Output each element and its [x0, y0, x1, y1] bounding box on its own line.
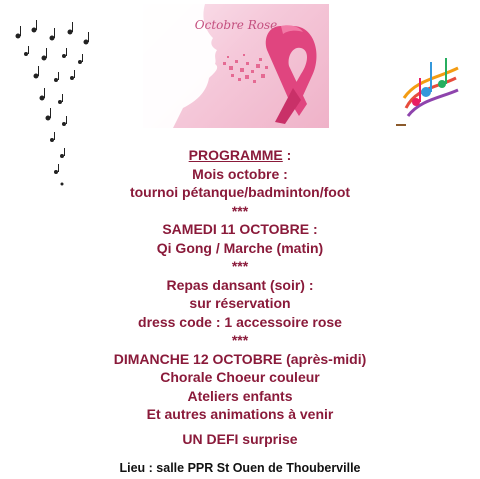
programme-heading: PROGRAMME	[188, 147, 283, 163]
programme-line: Et autres animations à venir	[146, 406, 334, 422]
programme-line: Ateliers enfants	[187, 387, 293, 404]
programme-line: Chorale Choeur couleur	[160, 369, 320, 385]
separator: ***	[231, 202, 249, 219]
programme-line: dress code : 1 accessoire rose	[138, 313, 342, 330]
programme-line: SAMEDI 11 OCTOBRE :	[162, 221, 318, 237]
separator: ***	[231, 258, 249, 274]
banner-title: Octobre Rose	[194, 18, 278, 32]
programme-line: Mois octobre :	[192, 165, 288, 182]
programme-line: tournoi pétanque/badminton/foot	[129, 184, 351, 200]
programme-line: DIMANCHE 12 OCTOBRE (après-midi)	[113, 350, 367, 367]
programme-block	[0, 146, 480, 424]
octobre-rose-banner	[143, 4, 329, 128]
defi-surprise: UN DEFI surprise	[182, 431, 298, 447]
programme-heading-suffix: :	[282, 147, 292, 163]
programme-line: Qi Gong / Marche (matin)	[156, 239, 324, 256]
programme-heading-line	[0, 146, 480, 165]
separator: ***	[231, 332, 249, 348]
lieu-address: Lieu : salle PPR St Ouen de Thouberville	[119, 461, 361, 475]
music-notes-colorful-icon	[396, 48, 466, 128]
programme-line: sur réservation	[189, 295, 291, 311]
programme-line: Repas dansant (soir) :	[166, 276, 314, 293]
